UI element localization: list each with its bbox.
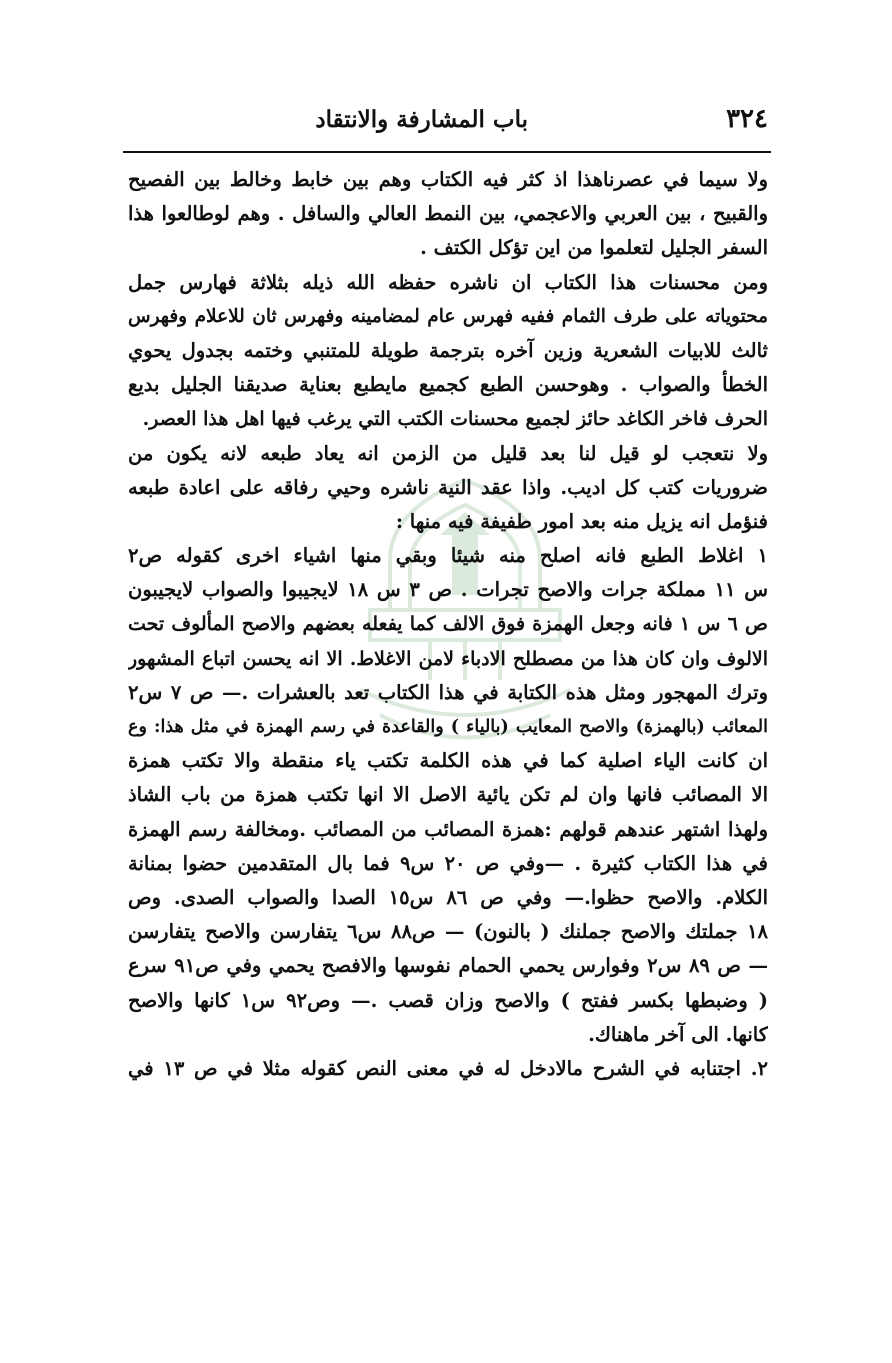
- text-line: محتوياته على طرف الثمام ففيه فهرس عام لمضامينه وفهرس ثان للاعلام وفهرس: [128, 305, 768, 327]
- text-line: الكلام. والاصح حظوا.— وفي ص ٨٦ س١٥ الصدا والصواب الصدى. وص: [128, 885, 768, 909]
- text-line: الحرف فاخر الكاغد حائز لجميع محسنات الكتب التي يرغب فيها اهل هذا العصر.: [142, 408, 768, 431]
- text-line: ص ٦ س ١ فانه وجعل الهمزة فوق الالف كما يفعله بعضهم والاصح المألوف تحت: [128, 613, 768, 636]
- text-line: ولا سيما في عصرناهذا اذ كثر فيه الكتاب وهم بين خابط وخالط بين الفصيح: [128, 168, 768, 191]
- text-line: المعائب (بالهمزة) والاصح المعايب (بالياء ) والقاعدة في رسم الهمزة في مثل هذا: وع: [128, 717, 768, 737]
- text-line: ومن محسنات هذا الكتاب ان ناشره حفظه الله ذيله بثلاثة فهارس جمل: [128, 270, 768, 294]
- text-line: — ص ٨٩ س٢ وفوارس يحمي الحمام نفوسها والافصح يحمي وفي ص٩١ سرع: [128, 954, 768, 978]
- text-line: الا المصائب فانها وان لم تكن يائية الاصل الا انها تكتب همزة من باب الشاذ: [128, 783, 768, 807]
- text-line: في هذا الكتاب كثيرة . —وفي ص ٢٠ س٩ فما بال المتقدمين حضوا بمنانة: [128, 851, 768, 875]
- text-line: ( وضبطها بكسر ففتح ) والاصح وزان قصب .— وص٩٢ س١ كانها والاصح: [128, 988, 768, 1012]
- text-line: ثالث للابيات الشعرية وزين آخره بترجمة طويلة للمتنبي وختمه بجدول يحوي: [128, 338, 768, 362]
- page-number: ٣٢٤: [726, 104, 768, 134]
- text-line: السفر الجليل لتعلموا من اين تؤكل الكتف .: [420, 236, 768, 260]
- text-line: الالوف وان كان هذا من مصطلح الادباء لامن الاغلاط. الا انه يحسن اتباع المشهور: [128, 647, 768, 670]
- article-body: [128, 163, 768, 1086]
- header-rule: [123, 151, 771, 153]
- text-line: وترك المهجور ومثل هذه الكتابة في هذا الكتاب تعد بالعشرات .— ص ٧ س٢: [128, 680, 768, 704]
- running-title: باب المشارفة والانتقاد: [315, 106, 528, 133]
- text-line: ٢. اجتنابه في الشرح مالادخل له في معنى النص كقوله مثلا في ص ١٣ في: [128, 1056, 768, 1080]
- page-header: [128, 106, 768, 146]
- text-line: ان كانت الياء اصلية كما في هذه الكلمة تكتب ياء منقطة والا تكتب همزة: [128, 749, 768, 773]
- text-line: س ١١ مملكة جرات والاصح تجرات . ص ٣ س ١٨ لايجيبوا والصواب لايجيبون: [128, 578, 768, 602]
- text-line: ١ اغلاط الطبع فانه اصلح منه شيئا وبقي منها اشياء اخرى كقوله ص٢: [128, 544, 768, 568]
- text-line: والقبيح ، بين العربي والاعجمي، بين النمط العالي والسافل . وهم لوطالعوا هذا: [128, 202, 768, 226]
- text-line: الخطأ والصواب . وهوحسن الطبع كجميع مايطبع بعناية صديقنا الجليل بديع: [128, 373, 768, 397]
- text-line: ولهذا اشتهر عندهم قولهم :همزة المصائب من المصائب .ومخالفة رسم الهمزة: [128, 817, 768, 841]
- text-line: ضروريات كتب كل اديب. واذا عقد النية ناشره وحيي رفاقه على اعادة طبعه: [128, 475, 768, 499]
- text-line: ١٨ جملتك والاصح جملنك ( بالنون) — ص٨٨ س٦ يتفارسن والاصح يتفارسن: [128, 920, 768, 944]
- text-line: ولا نتعجب لو قيل لنا بعد قليل من الزمن انه يعاد طبعه لانه يكون من: [128, 441, 768, 465]
- text-line: كانها. الى آخر ماهناك.: [588, 1022, 768, 1046]
- text-line: فنؤمل انه يزيل منه بعد امور طفيفة فيه منها :: [395, 509, 768, 533]
